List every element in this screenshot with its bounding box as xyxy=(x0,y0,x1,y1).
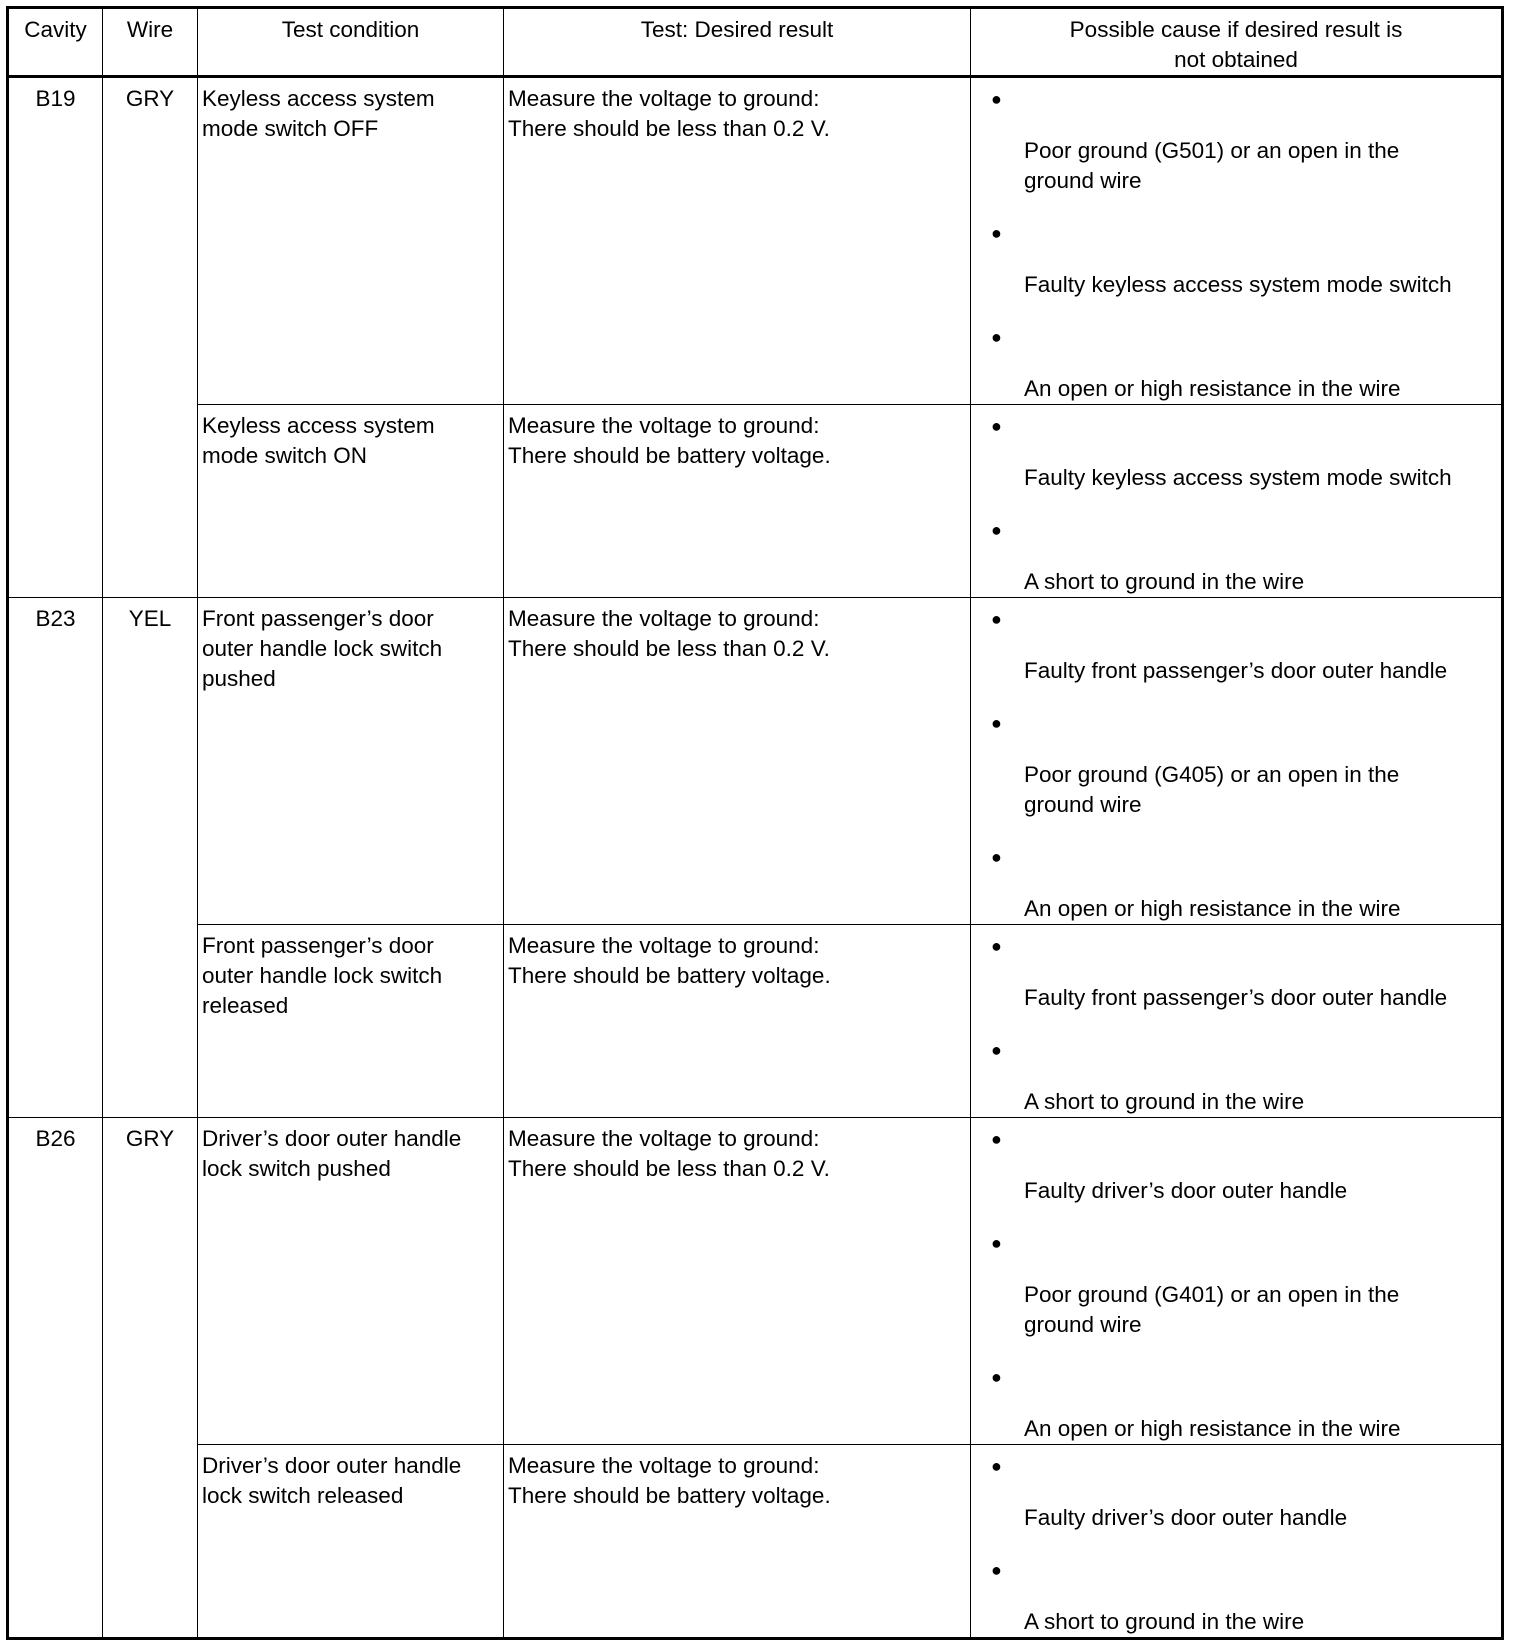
cause-item xyxy=(991,322,1497,404)
test-condition-cell: Front passenger’s door outer handle lock switch released xyxy=(198,925,504,1118)
cause-text: Faulty keyless access system mode switch xyxy=(1024,465,1452,490)
test-condition-cell: Front passenger’s door outer handle lock switch pushed xyxy=(198,598,504,925)
bullet-icon: ● xyxy=(991,1233,1002,1253)
bullet-icon: ● xyxy=(991,713,1002,733)
header-desired-result: Test: Desired result xyxy=(504,8,971,77)
table-row xyxy=(8,925,1503,1118)
cause-item xyxy=(991,411,1497,493)
bullet-icon: ● xyxy=(991,1129,1002,1149)
test-condition-cell: Driver’s door outer handle lock switch pushed xyxy=(198,1118,504,1445)
table-row xyxy=(8,1118,1503,1445)
cause-text: Poor ground (G401) or an open in the ground wire xyxy=(1024,1282,1400,1337)
bullet-icon: ● xyxy=(991,609,1002,629)
cause-item xyxy=(991,515,1497,597)
bullet-icon: ● xyxy=(991,936,1002,956)
cavity-cell: B26 xyxy=(8,1118,103,1639)
header-test-condition: Test condition xyxy=(198,8,504,77)
desired-result-cell: Measure the voltage to ground: There should be less than 0.2 V. xyxy=(504,77,971,405)
cause-item xyxy=(991,708,1497,820)
cause-item xyxy=(991,1035,1497,1117)
bullet-icon: ● xyxy=(991,223,1002,243)
cause-text: A short to ground in the wire xyxy=(1024,569,1305,594)
cause-item xyxy=(991,1228,1497,1340)
test-condition-cell: Driver’s door outer handle lock switch released xyxy=(198,1445,504,1639)
table-row xyxy=(8,405,1503,598)
bullet-icon: ● xyxy=(991,327,1002,347)
header-cavity: Cavity xyxy=(8,8,103,77)
cavity-cell: B19 xyxy=(8,77,103,598)
test-condition-cell: Keyless access system mode switch ON xyxy=(198,405,504,598)
cause-text: A short to ground in the wire xyxy=(1024,1089,1305,1114)
header-wire: Wire xyxy=(103,8,198,77)
possible-cause-cell xyxy=(971,1118,1503,1445)
table-row xyxy=(8,77,1503,405)
cause-text: Poor ground (G501) or an open in the ground wire xyxy=(1024,138,1400,193)
cause-item xyxy=(991,604,1497,686)
desired-result-cell: Measure the voltage to ground: There should be less than 0.2 V. xyxy=(504,1118,971,1445)
possible-cause-cell xyxy=(971,405,1503,598)
cavity-cell: B23 xyxy=(8,598,103,1118)
wire-color-cell: YEL xyxy=(103,598,198,1118)
cause-text: Faulty front passenger’s door outer handle xyxy=(1024,658,1448,683)
desired-result-cell: Measure the voltage to ground: There should be battery voltage. xyxy=(504,1445,971,1639)
test-condition-cell: Keyless access system mode switch OFF xyxy=(198,77,504,405)
header-possible-cause: Possible cause if desired result is not obtained xyxy=(971,8,1503,77)
cause-item xyxy=(991,842,1497,924)
diagnostic-table xyxy=(6,6,1504,1640)
cause-text: An open or high resistance in the wire xyxy=(1024,896,1401,921)
cause-text: Poor ground (G405) or an open in the ground wire xyxy=(1024,762,1400,817)
desired-result-cell: Measure the voltage to ground: There should be battery voltage. xyxy=(504,925,971,1118)
table-row xyxy=(8,1445,1503,1639)
possible-cause-cell xyxy=(971,1445,1503,1639)
possible-cause-cell xyxy=(971,598,1503,925)
table-row xyxy=(8,598,1503,925)
bullet-icon: ● xyxy=(991,847,1002,867)
bullet-icon: ● xyxy=(991,520,1002,540)
cause-item xyxy=(991,1124,1497,1206)
cause-item xyxy=(991,1555,1497,1637)
cause-item xyxy=(991,84,1497,196)
desired-result-cell: Measure the voltage to ground: There should be less than 0.2 V. xyxy=(504,598,971,925)
bullet-icon: ● xyxy=(991,1560,1002,1580)
bullet-icon: ● xyxy=(991,1367,1002,1387)
bullet-icon: ● xyxy=(991,1040,1002,1060)
cause-item xyxy=(991,931,1497,1013)
cause-item xyxy=(991,1451,1497,1533)
cause-text: An open or high resistance in the wire xyxy=(1024,376,1401,401)
possible-cause-cell xyxy=(971,925,1503,1118)
desired-result-cell: Measure the voltage to ground: There should be battery voltage. xyxy=(504,405,971,598)
bullet-icon: ● xyxy=(991,416,1002,436)
cause-text: Faulty keyless access system mode switch xyxy=(1024,272,1452,297)
cause-item xyxy=(991,1362,1497,1444)
bullet-icon: ● xyxy=(991,1456,1002,1476)
cause-text: Faulty driver’s door outer handle xyxy=(1024,1505,1348,1530)
cause-text: An open or high resistance in the wire xyxy=(1024,1416,1401,1441)
wire-color-cell: GRY xyxy=(103,1118,198,1639)
wire-color-cell: GRY xyxy=(103,77,198,598)
cause-text: Faulty front passenger’s door outer handle xyxy=(1024,985,1448,1010)
cause-item xyxy=(991,218,1497,300)
header-row xyxy=(8,8,1503,77)
cause-text: Faulty driver’s door outer handle xyxy=(1024,1178,1348,1203)
cause-text: A short to ground in the wire xyxy=(1024,1609,1305,1634)
possible-cause-cell xyxy=(971,77,1503,405)
bullet-icon: ● xyxy=(991,89,1002,109)
